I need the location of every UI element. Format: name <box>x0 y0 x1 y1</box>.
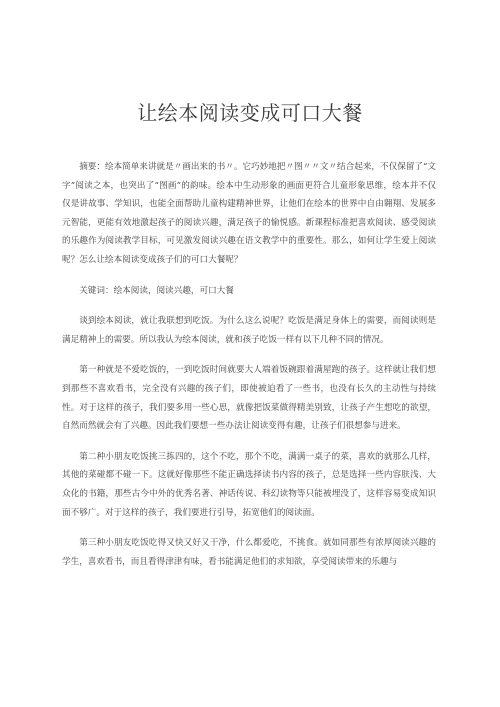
abstract-paragraph: 摘要：绘本简单来讲就是〃画出来的书〃。它巧妙地把〃图〃〃文〃结合起来，不仅保留了“文字”阅读之本，也突出了“图画”的韵味。绘本中生动形象的画面更符合儿童形象思维，绘本并不仅仅是讲故事、学知识，也能全面帮助儿童构建精神世界，让他们在绘本的世界中自由翱翔、发展多元智能，更能有效地激起孩子的阅读兴趣，满足孩子的愉悦感。新课程标准把喜欢阅读、感受阅读的乐趣作为阅读教学目标，可见激发阅读兴趣在语文教学中的重要性。那么，如何让学生爱上阅读呢？怎么让绘本阅读变成孩子们的可口大餐呢？ <box>62 162 436 265</box>
document-body <box>62 158 436 583</box>
document-title: 让绘本阅读变成可口大餐 <box>137 101 363 126</box>
body-paragraph-1: 谈到绘本阅读，就让我联想到吃饭。为什么这么说呢？吃饭是满足身体上的需要，而阅读则是满足精神上的需要。所以我认为绘本阅读，就和孩子吃饭一样有以下几种不同的情况。 <box>62 316 436 345</box>
body-paragraph-3: 第二种小朋友吃饭挑三拣四的，这个不吃，那个不吃，满满一桌子的菜，喜欢的就那么几样，其他的菜碰都不碰一下。这就好像那些不能正确选择读书内容的孩子，总是选择一些内容肤浅、大众化的书籍，那些古今中外的优秀名著、神话传说、科幻读物等只能被埋没了，这样容易变成知识面不够广。对于这样的孩子，我们要进行引导，拓宽他们的阅读面。 <box>62 451 436 518</box>
body-paragraph-2: 第一种就是不爱吃饭的，一到吃饭时间就要大人端着饭碗跟着满屋跑的孩子。这样就让我们想到那些不喜欢看书，完全没有兴趣的孩子们，即使被迫看了一些书，也没有长久的主动性与持续性。对于这样的孩子，我们要多用一些心思，就像把饭菜做得精美别致，让孩子产生想吃的欲望，自然而然就会有了兴趣。因此我们要想一些办法让阅读变得有趣，让孩子们很想参与进来。 <box>62 365 436 432</box>
keywords-paragraph: 关键词：绘本阅读，阅读兴趣，可口大餐 <box>79 285 234 296</box>
body-paragraph-4: 第三种小朋友吃饭吃得又快又好又干净，什么都爱吃，不挑食。就如同那些有浓厚阅读兴趣的学生，喜欢看书，而且看得津津有味，看书能满足他们的求知欲，享受阅读带来的乐趣与 <box>62 538 436 567</box>
